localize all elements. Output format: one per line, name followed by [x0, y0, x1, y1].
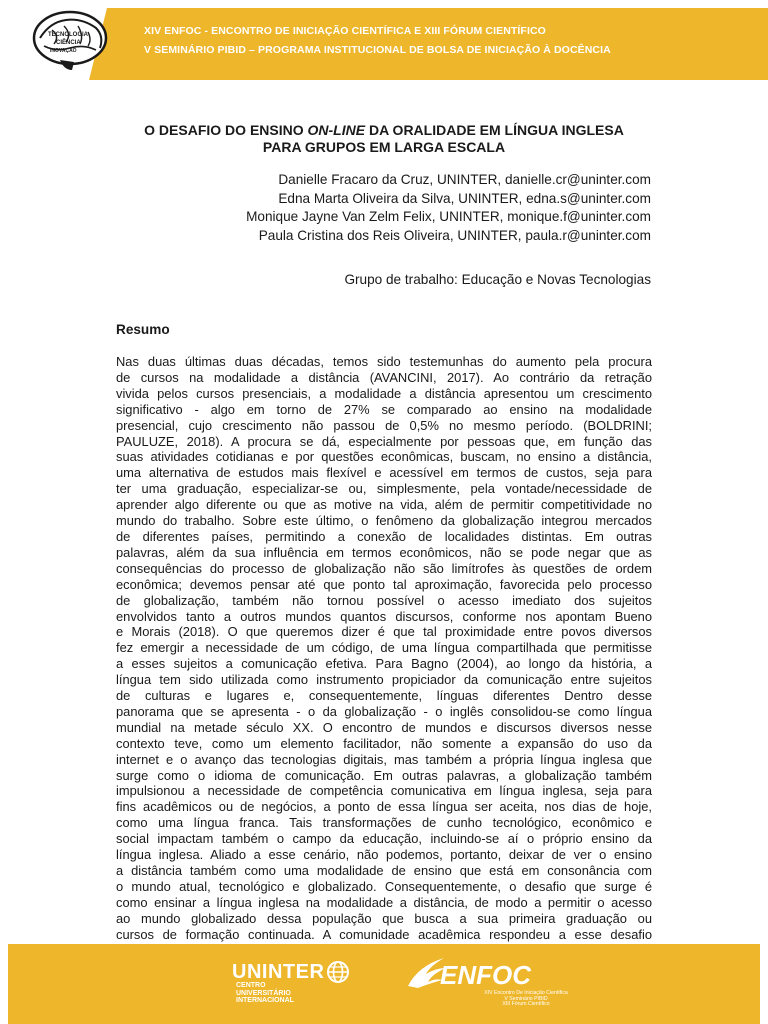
header-band	[0, 0, 768, 88]
title-part-1: O DESAFIO DO ENSINO	[144, 122, 308, 138]
abstract-line: ao mundo globalizado dessa população que busca a sua primeira graduação ou	[116, 910, 652, 926]
author-1: Danielle Fracaro da Cruz, UNINTER, danielle.cr@uninter.com	[278, 172, 651, 187]
uninter-sub-2: UNIVERSITÁRIO	[236, 989, 291, 997]
globe-icon	[325, 959, 351, 985]
abstract-body	[116, 354, 652, 943]
abstract-heading: Resumo	[116, 322, 170, 337]
working-group: Grupo de trabalho: Educação e Novas Tecnologias	[344, 272, 651, 287]
abstract-line: língua inglesa. Aliado a esse cenário, não podemos, portanto, deixar de ver o ensino	[116, 847, 652, 863]
abstract-line: de culturas e lugares e, consequentemente, línguas diferentes Dentro desse	[116, 688, 652, 704]
abstract-line: internet e o avanço das tecnologias digitais, mas também a própria língua inglesa que	[116, 751, 652, 767]
author-3: Monique Jayne Van Zelm Felix, UNINTER, monique.f@uninter.com	[246, 209, 651, 224]
abstract-line: cursos de formação continuada. A comunidade acadêmica respondeu a esse desafio	[116, 926, 652, 942]
uninter-sub-3: INTERNACIONAL	[236, 997, 294, 1004]
brain-icon	[30, 8, 110, 74]
title-italic: ON-LINE	[307, 122, 366, 138]
abstract-line: o mundo atual, tecnológico e globalizado. Consequentemente, o desafio que surge é	[116, 878, 652, 894]
abstract-line: PAULUZE, 2018). A procura se dá, especialmente por pessoas que, em função das	[116, 433, 652, 449]
abstract-line: impulsionou a necessidade de competência comunicativa em língua inglesa, seja para	[116, 783, 652, 799]
abstract-line: mundo do trabalho. Sobre este último, o fenômeno da globalização integrou mercados	[116, 513, 652, 529]
enfoc-logo-text: ENFOC	[440, 960, 531, 990]
abstract-line: como uma língua franca. Tais transformações de cunho tecnológico, econômico e	[116, 815, 652, 831]
abstract-line: significativo - algo em torno de 27% se comparado ao ensino na modalidade	[116, 401, 652, 417]
abstract-line: mundial na metade século XX. O encontro de mundos e discursos diversos nesse	[116, 719, 652, 735]
enfoc-sub-1: XIV Encontro De Iniciação Científica	[484, 990, 568, 996]
abstract-line: vivida pelos cursos presenciais, a modalidade a distância apresentou um crescimento	[116, 385, 652, 401]
abstract-line: a distância também como uma modalidade de ensino que está em consonância com	[116, 863, 652, 878]
title-part-2: DA ORALIDADE EM LÍNGUA INGLESA	[365, 122, 624, 138]
abstract-line: de diferentes países, permitindo a conexão de localidades distintas. Em outras	[116, 528, 652, 544]
abstract-line: de cursos na modalidade a distância (AVANCINI, 2017). Ao contrário da retração	[116, 369, 652, 385]
abstract-line: social impactam também o campo da educação, incluindo-se aí o próprio ensino da	[116, 831, 652, 847]
abstract-line: língua tem sido utilizada como instrumento propiciador da comunicação entre sujeitos	[116, 672, 652, 688]
enfoc-subtitle	[470, 991, 582, 1008]
abstract-line: fins acadêmicos ou de negócios, a ponto de essa língua ser aceita, nos dias de hoje,	[116, 799, 652, 815]
uninter-subtitle	[236, 982, 294, 1005]
title-line-2: PARA GRUPOS EM LARGA ESCALA	[262, 139, 506, 155]
abstract-line: panorama que se apresenta - o da globalização - o inglês consolidou-se como língua	[116, 703, 652, 719]
abstract-line: e Morais (2018). O que queremos dizer é que tal proximidade entre povos diversos	[116, 624, 652, 640]
paper-title	[110, 122, 658, 156]
abstract-line: fez emergir a necessidade de um código, de uma língua compartilhada que permitisse	[116, 640, 652, 656]
header-text	[144, 22, 611, 60]
enfoc-sub-3: XIII Fórum Científico	[502, 1001, 550, 1008]
abstract-line: aprender algo diferente ou que as motive na vida, além de permitir competitividade no	[116, 497, 652, 513]
enfoc-sub-2: V Seminário PIBID	[504, 995, 548, 1002]
abstract-line: uma alternativa de estudos mais flexível e acessível em termos de custos, seja para	[116, 465, 652, 481]
header-line-2: V SEMINÁRIO PIBID – PROGRAMA INSTITUCIONAL DE BOLSA DE INICIAÇÃO À DOCÊNCIA	[144, 44, 611, 56]
abstract-line: Nas duas últimas duas décadas, temos sido testemunhas do aumento pela procura	[116, 354, 652, 369]
footer-gold-banner	[8, 944, 760, 1024]
abstract-line: consequências do processo de globalização não são limítrofes às questões de ordem	[116, 560, 652, 576]
abstract-line: palavras, além da sua influência em termos econômicos, não se pode negar que as	[116, 544, 652, 560]
abstract-line: envolvidos tanto a outros mundos quantos discursos, conforme nos apontam Bueno	[116, 608, 652, 624]
uninter-logo-text: UNINTER	[232, 961, 325, 983]
abstract-line: ter uma graduação, especializar-se ou, simplesmente, pela vontade/necessidade de	[116, 481, 652, 497]
uninter-sub-1: CENTRO	[236, 982, 266, 989]
abstract-line: como ensinar a língua inglesa na modalidade a distância, de modo a permitir o acesso	[116, 894, 652, 910]
author-2: Edna Marta Oliveira da Silva, UNINTER, edna.s@uninter.com	[278, 190, 651, 206]
abstract-line: surge como o idioma de comunicação. Em outras palavras, a globalização também	[116, 767, 652, 783]
abstract-line: de globalização, também não tornou possível o acesso imediato dos sujeitos	[116, 592, 652, 608]
svg-text:TECNOLOGIA: TECNOLOGIA	[48, 32, 88, 38]
abstract-line: suas atividades cotidianas e por questões econômicas, buscam, no ensino a distância,	[116, 449, 652, 465]
header-line-1: XIV ENFOC - ENCONTRO DE INICIAÇÃO CIENTÍFICA E XIII FÓRUM CIENTÍFICO	[144, 25, 546, 37]
abstract-line: presencial, cujo crescimento não passou de 0,5% no mesmo período. (BOLDRINI;	[116, 417, 652, 433]
author-4: Paula Cristina dos Reis Oliveira, UNINTER, paula.r@uninter.com	[258, 227, 651, 243]
svg-text:INOVAÇÃO: INOVAÇÃO	[50, 48, 77, 54]
svg-text:CIÊNCIA: CIÊNCIA	[56, 40, 81, 46]
abstract-line: econômica; devemos pensar até que ponto tal aproximação, favorecida pelo processo	[116, 576, 652, 592]
footer-band	[0, 944, 768, 1024]
abstract-line: a esses sujeitos a comunicação efetiva. Para Bagno (2004), ao longo da história, a	[116, 656, 652, 672]
author-list	[246, 171, 651, 245]
abstract-line: contexto teve, como um elemento facilitador, não somente a expansão do uso da	[116, 735, 652, 751]
